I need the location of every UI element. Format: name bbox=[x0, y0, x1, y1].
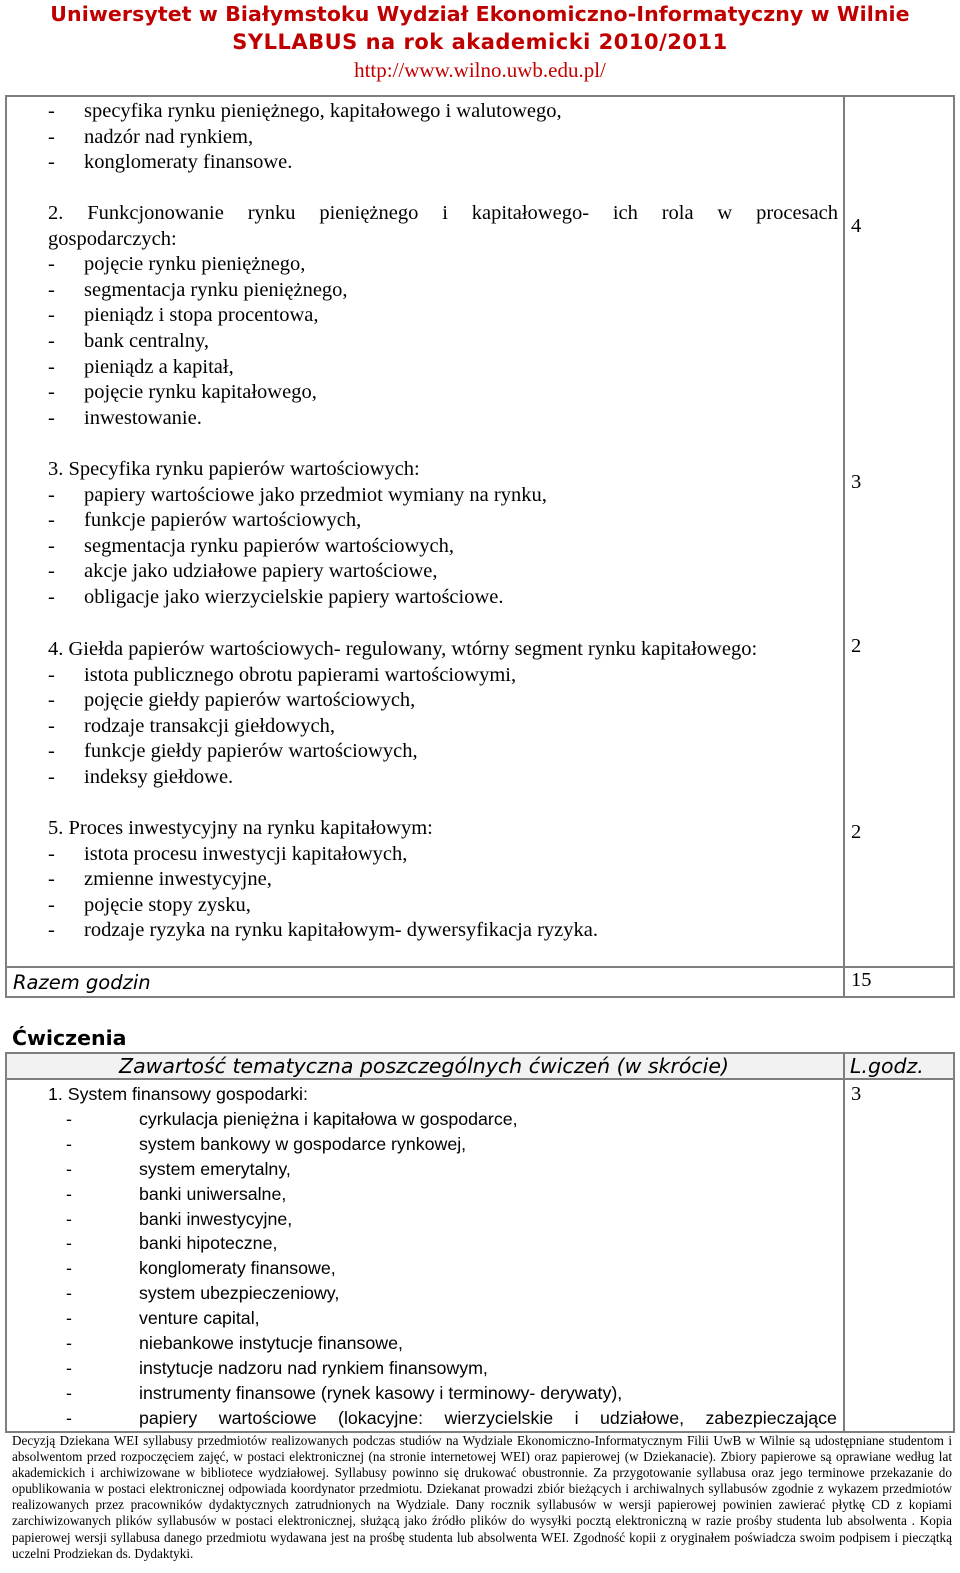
syllabus-footer-note: Decyzją Dziekana WEI syllabusy przedmiotów realizowanych podczas studiów na Wydziale Ekonomiczno-Informatycznym Filii UwB w Wilnie są udostępniane studentom i absolwentom przed rozpoczęciem zajęć, w postaci elektronicznej (na stronie internetowej WEI) oraz papierowej (w Dziekanacie). Zbiory papierowe są oprawiane według lat akademickich i archiwizowane w bibliotece wydziałowej. Syllabusy powinno się drukować obustronnie. Za przygotowanie syllabusa oraz jego terminowe przekazanie do opublikowania w postaci elektronicznej odpowiada koordynator przedmiotu. Dziekanat prowadzi zbiór bieżących i archiwalnych syllabusów zgodnie z wykazem przedmiotów realizowanych przez pracowników dydaktycznych zatrudnionych na Wydziale. Dany rocznik syllabusów w wersji papierowej powinien zawierać płytkę CD z kopiami zarchiwizowanych plików syllabusów w postaci elektronicznej, służącą jako źródło plików do wysyłki pocztą elektroniczną w razie prośby studenta lub absolwenta . Kopia papierowej wersji syllabusa danego przedmiotu wydawana jest na prośbę studenta lub absolwenta WEI. Zgodność kopii z oryginałem poświadcza swoim podpisem i pieczątką uczelni Prodziekan ds. Dydaktyki. bbox=[12, 1433, 952, 1561]
list-item: - pojęcie stopy zysku, bbox=[48, 893, 251, 916]
lecture-topic-continued bbox=[48, 99, 838, 176]
total-hours-label: Razem godzin bbox=[13, 971, 151, 994]
exercise-topic-1-hours: 3 bbox=[851, 1083, 862, 1105]
topic-title-continued: gospodarczych: bbox=[48, 227, 177, 250]
list-item: - akcje jako udziałowe papiery wartościowe, bbox=[48, 560, 438, 583]
list-item: - instytucje nadzoru nad rynkiem finansowym, bbox=[66, 1357, 488, 1378]
list-item: - system emerytalny, bbox=[66, 1158, 291, 1179]
exercises-content-column-header: Zawartość tematyczna poszczególnych ćwiczeń (w skrócie) bbox=[119, 1054, 729, 1078]
list-item: - pieniądz a kapitał, bbox=[48, 355, 234, 378]
list-item: - konglomeraty finansowe. bbox=[48, 151, 293, 174]
list-item: - cyrkulacja pieniężna i kapitałowa w gospodarce, bbox=[66, 1108, 518, 1129]
exercise-topic-title: 1. System finansowy gospodarki: bbox=[48, 1084, 308, 1104]
topic-2-hours: 4 bbox=[851, 215, 862, 237]
list-item: - istota procesu inwestycji kapitałowych, bbox=[48, 842, 408, 865]
topic-title: 5. Proces inwestycyjny na rynku kapitałowym: bbox=[48, 817, 433, 839]
exercises-column-divider bbox=[843, 1080, 845, 1433]
exercises-hours-column-header: L.godz. bbox=[850, 1054, 924, 1078]
topic-title: 4. Giełda papierów wartościowych- regulowany, wtórny segment rynku kapitałowego: bbox=[48, 638, 758, 660]
list-item: - segmentacja rynku papierów wartościowych, bbox=[48, 534, 455, 557]
list-item: - pieniądz i stopa procentowa, bbox=[48, 304, 319, 327]
list-item: - funkcje giełdy papierów wartościowych, bbox=[48, 740, 418, 763]
topic-3-hours: 3 bbox=[851, 471, 862, 493]
website-url[interactable]: http://www.wilno.uwb.edu.pl/ bbox=[354, 58, 606, 82]
list-item: - instrumenty finansowe (rynek kasowy i terminowy- derywaty), bbox=[66, 1382, 623, 1403]
list-item: - istota publicznego obrotu papierami wartościowymi, bbox=[48, 663, 517, 686]
exercises-header-divider bbox=[843, 1052, 845, 1080]
list-item: - banki inwestycyjne, bbox=[66, 1208, 293, 1229]
list-item: - papiery wartościowe (lokacyjne: wierzycielskie i udziałowe, zabezpieczające bbox=[66, 1407, 837, 1428]
lecture-topic-3 bbox=[48, 457, 838, 611]
list-item: - pojęcie giełdy papierów wartościowych, bbox=[48, 689, 416, 712]
list-item: - zmienne inwestycyjne, bbox=[48, 868, 272, 891]
list-item: - konglomeraty finansowe, bbox=[66, 1258, 336, 1279]
list-item: - rodzaje transakcji giełdowych, bbox=[48, 714, 336, 737]
exercise-topic-1 bbox=[48, 1082, 837, 1431]
lecture-column-divider bbox=[843, 95, 845, 968]
list-item: - nadzór nad rynkiem, bbox=[48, 125, 254, 148]
topic-title: 3. Specyfika rynku papierów wartościowych: bbox=[48, 458, 420, 480]
list-item: - pojęcie rynku kapitałowego, bbox=[48, 381, 317, 404]
university-header: Uniwersytet w Białymstoku Wydział Ekonomiczno-Informatyczny w Wilnie bbox=[50, 2, 910, 26]
total-hours-value: 15 bbox=[851, 969, 872, 991]
list-item: - segmentacja rynku pieniężnego, bbox=[48, 278, 348, 301]
topic-4-hours: 2 bbox=[851, 635, 862, 657]
list-item: - pojęcie rynku pieniężnego, bbox=[48, 253, 306, 276]
lecture-topic-4 bbox=[48, 637, 838, 791]
exercises-heading: Ćwiczenia bbox=[12, 1026, 127, 1050]
lecture-topic-5 bbox=[48, 816, 838, 944]
lecture-topic-2 bbox=[48, 201, 838, 431]
list-item: - bank centralny, bbox=[48, 329, 210, 352]
total-column-divider bbox=[843, 966, 845, 998]
list-item: - system bankowy w gospodarce rynkowej, bbox=[66, 1133, 467, 1154]
list-item: - specyfika rynku pieniężnego, kapitałowego i walutowego, bbox=[48, 100, 562, 122]
list-item: - indeksy giełdowe. bbox=[48, 765, 234, 788]
list-item: - banki uniwersalne, bbox=[66, 1183, 287, 1204]
topic-title: 2. Funkcjonowanie rynku pieniężnego i kapitałowego- ich rola w procesach bbox=[48, 202, 839, 224]
list-item: - funkcje papierów wartościowych, bbox=[48, 509, 362, 532]
list-item: - obligacje jako wierzycielskie papiery wartościowe. bbox=[48, 585, 504, 608]
exercises-left-border bbox=[5, 1080, 7, 1433]
exercises-right-border bbox=[953, 1080, 955, 1433]
list-item: - inwestowanie. bbox=[48, 406, 202, 429]
list-item: - rodzaje ryzyka na rynku kapitałowym- dywersyfikacja ryzyka. bbox=[48, 919, 599, 942]
list-item: - venture capital, bbox=[66, 1308, 260, 1329]
syllabus-year-header: SYLLABUS na rok akademicki 2010/2011 bbox=[232, 30, 728, 54]
list-item: - banki hipoteczne, bbox=[66, 1233, 278, 1254]
list-item: - papiery wartościowe jako przedmiot wymiany na rynku, bbox=[48, 483, 547, 506]
list-item: - system ubezpieczeniowy, bbox=[66, 1283, 340, 1304]
list-item: - niebankowe instytucje finansowe, bbox=[66, 1333, 403, 1354]
topic-5-hours: 2 bbox=[851, 821, 862, 843]
